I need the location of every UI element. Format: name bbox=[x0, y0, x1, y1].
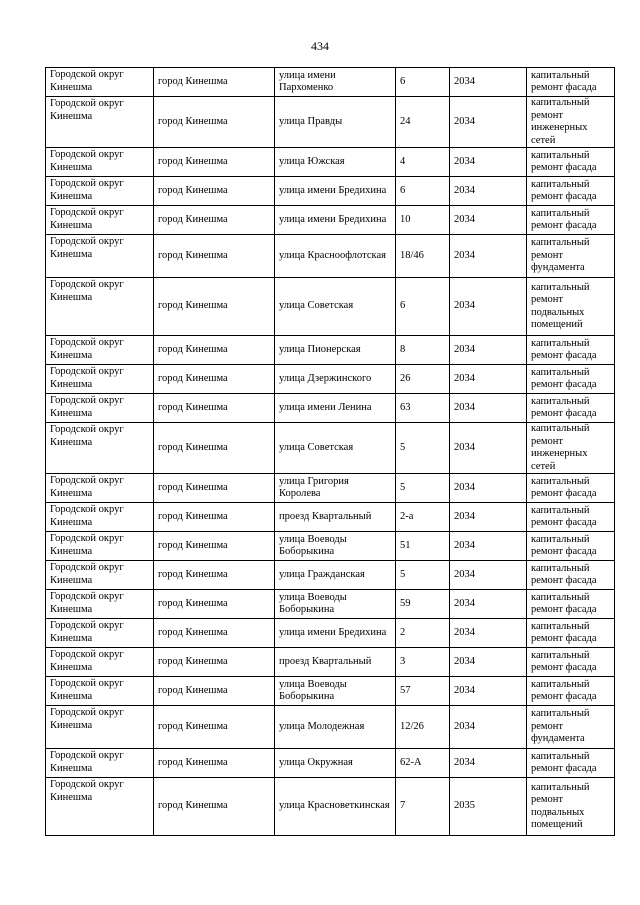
table-row bbox=[46, 503, 615, 532]
work-type-cell: капитальный ремонт фасада bbox=[527, 619, 615, 648]
house-number-cell: 59 bbox=[396, 590, 450, 619]
house-number-cell: 26 bbox=[396, 365, 450, 394]
street-cell: улица Красноветкинская bbox=[275, 778, 396, 836]
table-row bbox=[46, 778, 615, 836]
work-type-cell: капитальный ремонт фасада bbox=[527, 474, 615, 503]
year-cell: 2034 bbox=[450, 177, 527, 206]
year-cell: 2034 bbox=[450, 561, 527, 590]
house-number-cell: 8 bbox=[396, 336, 450, 365]
city-cell: город Кинешма bbox=[154, 677, 275, 706]
work-type-cell: капитальный ремонт фасада bbox=[527, 648, 615, 677]
street-cell: улица Советская bbox=[275, 278, 396, 336]
work-type-cell: капитальный ремонт фасада bbox=[527, 561, 615, 590]
year-cell: 2034 bbox=[450, 148, 527, 177]
street-cell: улица Красноофлотская bbox=[275, 235, 396, 278]
year-cell: 2034 bbox=[450, 394, 527, 423]
page-number: 434 bbox=[311, 39, 329, 53]
table-row bbox=[46, 532, 615, 561]
house-number-cell: 3 bbox=[396, 648, 450, 677]
street-cell: улица имени Ленина bbox=[275, 394, 396, 423]
table-row bbox=[46, 474, 615, 503]
street-cell: улица Григория Королева bbox=[275, 474, 396, 503]
street-cell: улица Воеводы Боборыкина bbox=[275, 677, 396, 706]
table-row bbox=[46, 677, 615, 706]
work-type-cell: капитальный ремонт подвальных помещений bbox=[527, 278, 615, 336]
district-cell: Городской округ Кинешма bbox=[46, 177, 154, 206]
district-cell: Городской округ Кинешма bbox=[46, 148, 154, 177]
house-number-cell: 57 bbox=[396, 677, 450, 706]
house-number-cell: 2 bbox=[396, 619, 450, 648]
city-cell: город Кинешма bbox=[154, 474, 275, 503]
year-cell: 2034 bbox=[450, 365, 527, 394]
year-cell: 2034 bbox=[450, 423, 527, 474]
city-cell: город Кинешма bbox=[154, 778, 275, 836]
city-cell: город Кинешма bbox=[154, 97, 275, 148]
year-cell: 2034 bbox=[450, 619, 527, 648]
city-cell: город Кинешма bbox=[154, 749, 275, 778]
city-cell: город Кинешма bbox=[154, 532, 275, 561]
street-cell: улица имени Бредихина bbox=[275, 619, 396, 648]
table-row bbox=[46, 68, 615, 97]
house-number-cell: 18/46 bbox=[396, 235, 450, 278]
house-number-cell: 5 bbox=[396, 474, 450, 503]
work-type-cell: капитальный ремонт фундамента bbox=[527, 235, 615, 278]
city-cell: город Кинешма bbox=[154, 394, 275, 423]
year-cell: 2034 bbox=[450, 590, 527, 619]
table-row bbox=[46, 235, 615, 278]
table-row bbox=[46, 278, 615, 336]
city-cell: город Кинешма bbox=[154, 206, 275, 235]
table-row bbox=[46, 148, 615, 177]
year-cell: 2034 bbox=[450, 336, 527, 365]
year-cell: 2034 bbox=[450, 532, 527, 561]
district-cell: Городской округ Кинешма bbox=[46, 336, 154, 365]
table-row bbox=[46, 365, 615, 394]
district-cell: Городской округ Кинешма bbox=[46, 778, 154, 836]
work-type-cell: капитальный ремонт фундамента bbox=[527, 706, 615, 749]
city-cell: город Кинешма bbox=[154, 278, 275, 336]
district-cell: Городской округ Кинешма bbox=[46, 561, 154, 590]
district-cell: Городской округ Кинешма bbox=[46, 677, 154, 706]
table-row bbox=[46, 177, 615, 206]
street-cell: улица Дзержинского bbox=[275, 365, 396, 394]
street-cell: улица Молодежная bbox=[275, 706, 396, 749]
street-cell: улица Южская bbox=[275, 148, 396, 177]
district-cell: Городской округ Кинешма bbox=[46, 278, 154, 336]
house-number-cell: 10 bbox=[396, 206, 450, 235]
work-type-cell: капитальный ремонт фасада bbox=[527, 532, 615, 561]
year-cell: 2034 bbox=[450, 677, 527, 706]
street-cell: проезд Квартальный bbox=[275, 648, 396, 677]
table-row bbox=[46, 206, 615, 235]
table-row bbox=[46, 590, 615, 619]
street-cell: улица имени Пархоменко bbox=[275, 68, 396, 97]
street-cell: улица имени Бредихина bbox=[275, 206, 396, 235]
work-type-cell: капитальный ремонт фасада bbox=[527, 336, 615, 365]
year-cell: 2034 bbox=[450, 235, 527, 278]
district-cell: Городской округ Кинешма bbox=[46, 590, 154, 619]
work-type-cell: капитальный ремонт фасада bbox=[527, 365, 615, 394]
table-row bbox=[46, 561, 615, 590]
table-row bbox=[46, 423, 615, 474]
city-cell: город Кинешма bbox=[154, 68, 275, 97]
district-cell: Городской округ Кинешма bbox=[46, 365, 154, 394]
work-type-cell: капитальный ремонт подвальных помещений bbox=[527, 778, 615, 836]
year-cell: 2034 bbox=[450, 68, 527, 97]
district-cell: Городской округ Кинешма bbox=[46, 68, 154, 97]
house-number-cell: 4 bbox=[396, 148, 450, 177]
city-cell: город Кинешма bbox=[154, 503, 275, 532]
work-type-cell: капитальный ремонт инженерных сетей bbox=[527, 423, 615, 474]
city-cell: город Кинешма bbox=[154, 590, 275, 619]
table-row bbox=[46, 749, 615, 778]
work-type-cell: капитальный ремонт фасада bbox=[527, 148, 615, 177]
work-type-cell: капитальный ремонт фасада bbox=[527, 68, 615, 97]
street-cell: улица Воеводы Боборыкина bbox=[275, 590, 396, 619]
district-cell: Городской округ Кинешма bbox=[46, 648, 154, 677]
city-cell: город Кинешма bbox=[154, 423, 275, 474]
table-row bbox=[46, 394, 615, 423]
work-type-cell: капитальный ремонт фасада bbox=[527, 677, 615, 706]
work-type-cell: капитальный ремонт фасада bbox=[527, 503, 615, 532]
table-row bbox=[46, 97, 615, 148]
house-number-cell: 5 bbox=[396, 561, 450, 590]
street-cell: проезд Квартальный bbox=[275, 503, 396, 532]
house-number-cell: 6 bbox=[396, 278, 450, 336]
work-type-cell: капитальный ремонт фасада bbox=[527, 177, 615, 206]
year-cell: 2034 bbox=[450, 648, 527, 677]
table-row bbox=[46, 706, 615, 749]
year-cell: 2034 bbox=[450, 749, 527, 778]
district-cell: Городской округ Кинешма bbox=[46, 97, 154, 148]
work-type-cell: капитальный ремонт инженерных сетей bbox=[527, 97, 615, 148]
house-number-cell: 2-а bbox=[396, 503, 450, 532]
table-row bbox=[46, 336, 615, 365]
city-cell: город Кинешма bbox=[154, 648, 275, 677]
street-cell: улица Советская bbox=[275, 423, 396, 474]
district-cell: Городской округ Кинешма bbox=[46, 749, 154, 778]
repair-schedule-table bbox=[45, 67, 615, 836]
house-number-cell: 63 bbox=[396, 394, 450, 423]
district-cell: Городской округ Кинешма bbox=[46, 532, 154, 561]
district-cell: Городской округ Кинешма bbox=[46, 706, 154, 749]
district-cell: Городской округ Кинешма bbox=[46, 394, 154, 423]
district-cell: Городской округ Кинешма bbox=[46, 619, 154, 648]
district-cell: Городской округ Кинешма bbox=[46, 423, 154, 474]
city-cell: город Кинешма bbox=[154, 706, 275, 749]
street-cell: улица Окружная bbox=[275, 749, 396, 778]
city-cell: город Кинешма bbox=[154, 235, 275, 278]
year-cell: 2034 bbox=[450, 503, 527, 532]
city-cell: город Кинешма bbox=[154, 561, 275, 590]
street-cell: улица Правды bbox=[275, 97, 396, 148]
house-number-cell: 6 bbox=[396, 68, 450, 97]
year-cell: 2034 bbox=[450, 278, 527, 336]
city-cell: город Кинешма bbox=[154, 619, 275, 648]
house-number-cell: 5 bbox=[396, 423, 450, 474]
street-cell: улица Воеводы Боборыкина bbox=[275, 532, 396, 561]
district-cell: Городской округ Кинешма bbox=[46, 206, 154, 235]
work-type-cell: капитальный ремонт фасада bbox=[527, 749, 615, 778]
house-number-cell: 24 bbox=[396, 97, 450, 148]
table-row bbox=[46, 619, 615, 648]
house-number-cell: 62-А bbox=[396, 749, 450, 778]
house-number-cell: 7 bbox=[396, 778, 450, 836]
street-cell: улица имени Бредихина bbox=[275, 177, 396, 206]
district-cell: Городской округ Кинешма bbox=[46, 503, 154, 532]
work-type-cell: капитальный ремонт фасада bbox=[527, 590, 615, 619]
city-cell: город Кинешма bbox=[154, 177, 275, 206]
year-cell: 2034 bbox=[450, 97, 527, 148]
year-cell: 2035 bbox=[450, 778, 527, 836]
city-cell: город Кинешма bbox=[154, 336, 275, 365]
city-cell: город Кинешма bbox=[154, 148, 275, 177]
city-cell: город Кинешма bbox=[154, 365, 275, 394]
house-number-cell: 12/26 bbox=[396, 706, 450, 749]
district-cell: Городской округ Кинешма bbox=[46, 235, 154, 278]
year-cell: 2034 bbox=[450, 706, 527, 749]
year-cell: 2034 bbox=[450, 474, 527, 503]
street-cell: улица Пионерская bbox=[275, 336, 396, 365]
district-cell: Городской округ Кинешма bbox=[46, 474, 154, 503]
work-type-cell: капитальный ремонт фасада bbox=[527, 394, 615, 423]
work-type-cell: капитальный ремонт фасада bbox=[527, 206, 615, 235]
house-number-cell: 51 bbox=[396, 532, 450, 561]
street-cell: улица Гражданская bbox=[275, 561, 396, 590]
table-row bbox=[46, 648, 615, 677]
year-cell: 2034 bbox=[450, 206, 527, 235]
house-number-cell: 6 bbox=[396, 177, 450, 206]
